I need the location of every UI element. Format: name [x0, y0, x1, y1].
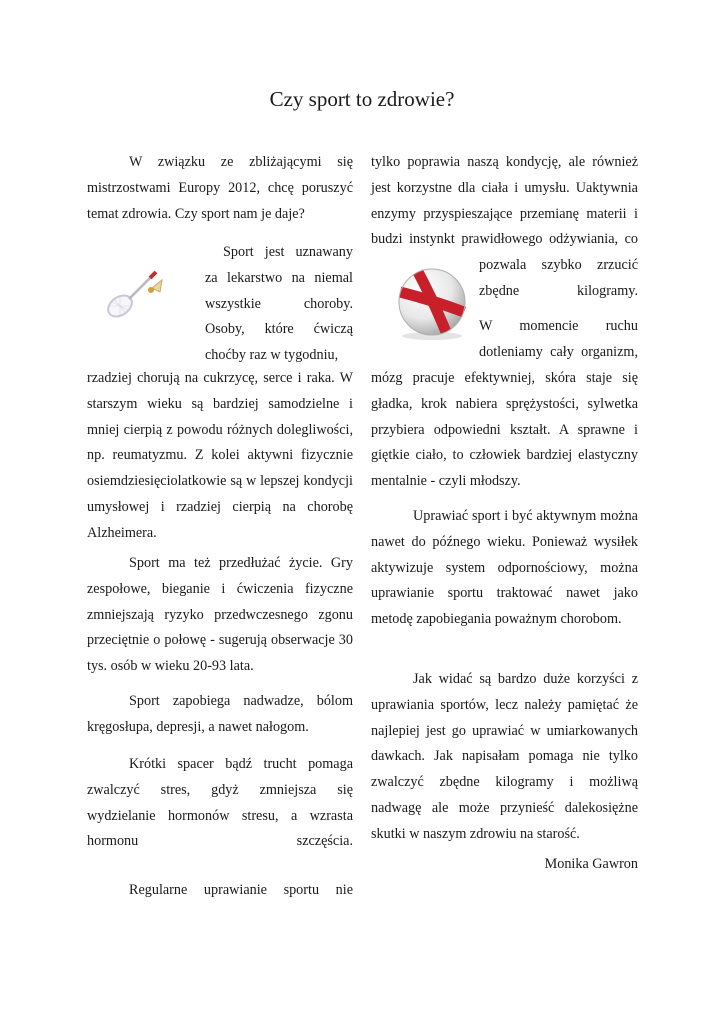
left-paragraph-5: Krótki spacer bądź trucht pomaga zwalczyć stres, gdyż zmniejsza się wydzielanie hormonów stresu, a wzrasta hormonu szczęścia. [87, 756, 353, 850]
left-paragraph-1: W związku ze zbliżającymi się mistrzostwami Europy 2012, chcę poruszyć temat zdrowia. Czy sport nam je daje? [87, 154, 353, 222]
right-paragraph-4: Jak widać są bardzo duże korzyści z uprawiania sportów, lecz należy pamiętać że najlepiej jest go uprawiać w umiarkowanych dawkach. Jak napisałam pomaga nie tylko zwalczyć zbędne kilogramy i możliwą nadwagę ale może przynieść dalekosiężne skutki w naszym zdrowiu na starość. [371, 671, 638, 842]
ball-image [388, 262, 474, 342]
right-paragraph-3: Uprawiać sport i być aktywnym można nawet do późnego wieku. Ponieważ wysiłek aktywizuje system odpornościowy, można uprawianie sportu traktować nawet jako metodę zapobiegania poważnym chorobom. [371, 508, 638, 628]
badminton-racket-icon [100, 262, 168, 328]
article-title: Czy sport to zdrowie? [269, 87, 455, 111]
right-paragraph-2-rest: mózg pracuje efektywniej, skóra staje się gładka, krok nabiera sprężystości, sylwetka przybiera odpowiedni kształt. A sprawne i giętkie ciało, to człowiek bardziej elastyczny mentalnie - czyli młodszy. [371, 370, 638, 490]
left-paragraph-6: Regularne uprawianie sportu nie [129, 882, 353, 898]
left-paragraph-4: Sport zapobiega nadwadze, bólom kręgosłupa, depresji, a nawet nałogom. [87, 693, 353, 735]
right-paragraph-2-beside-image: W momencie ruchu dotleniamy cały organizm, [479, 318, 638, 360]
left-paragraph-2-beside-image: Sport jest uznawany za lekarstwo na niemal wszystkie choroby. Osoby, które ćwiczą choćby raz w tygodniu, [205, 244, 353, 364]
author-signature: Monika Gawron [544, 856, 638, 872]
right-paragraph-1-top: tylko poprawia naszą kondycję, ale również jest korzystne dla ciała i umysłu. Uaktywnia enzymy przyspieszające przemianę materii i budzi instynkt prawidłowego odżywiania, co [371, 154, 638, 248]
right-paragraph-1-beside-image: pozwala szybko zrzucić zbędne kilogramy. [479, 257, 638, 299]
left-paragraph-2-rest: rzadziej chorują na cukrzycę, serce i raka. W starszym wieku są bardziej samodzielne i mniej cierpią z powodu różnych dolegliwości, np. reumatyzmu. Z kolei aktywni fizycznie osiemdziesięciolatkowie są w lepszej kondycji umysłowej i rzadziej cierpią na chorobę Alzheimera. [87, 370, 353, 541]
left-paragraph-3: Sport ma też przedłużać życie. Gry zespołowe, bieganie i ćwiczenia fizyczne zmniejszają ryzyko przedwczesnego zgonu przeciętnie o połowę - sugerują obserwacje 30 tys. osób w wieku 20-93 lata. [87, 555, 353, 675]
